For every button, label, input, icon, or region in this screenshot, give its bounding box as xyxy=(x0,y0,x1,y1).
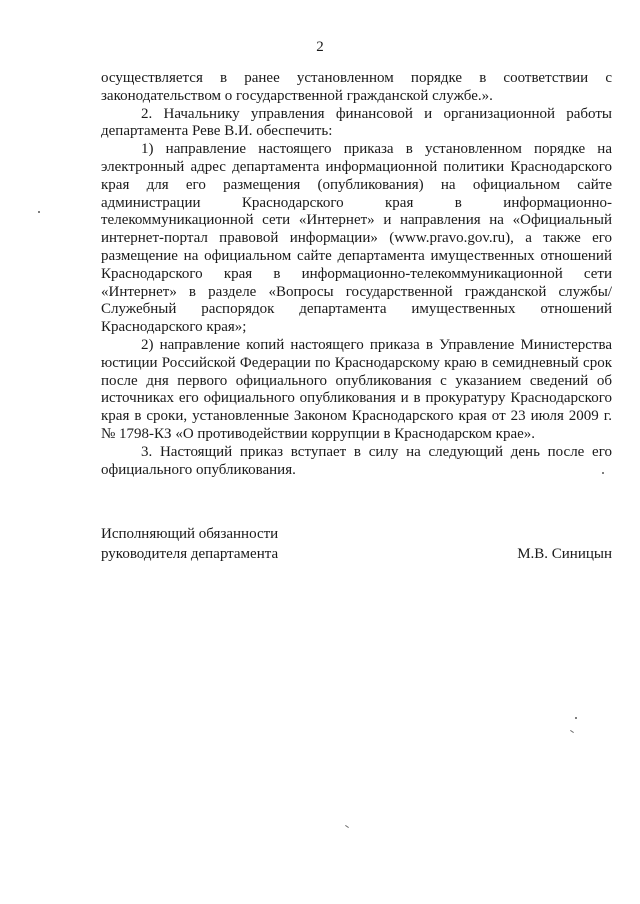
paragraph-continuation: осуществляется в ранее установленном порядке в соответствии с законодательством о государственной гражданской службе.». xyxy=(101,70,612,104)
paragraph-item-3: 3. Настоящий приказ вступает в силу на следующий день после его официального опубликования. xyxy=(101,443,612,478)
signatory-position-line1: Исполняющий обязанности xyxy=(101,526,279,542)
scan-speck xyxy=(602,472,604,474)
scan-speck xyxy=(570,730,574,733)
scan-speck xyxy=(38,211,40,213)
signature-block xyxy=(101,524,612,564)
paragraph-subitem-1: 1) направление настоящего приказа в установленном порядке на электронный адрес департамента информационной политики Краснодарского края для его размещения (опубликования) на официальном сайте администрации Краснодарского края в информационно-телекоммуникационной сети «Интернет» и направления на «Официальный интернет-портал правовой информации» (www.pravo.gov.ru), а также его размещение на официальном сайте департамента имущественных отношений Краснодарского края в информационно-телекоммуникационной сети «Интернет» в разделе «Вопросы государственной гражданской службы/Служебный распорядок департамента имущественных отношений Краснодарского края»; xyxy=(101,141,612,336)
paragraph-item-2: 2. Начальнику управления финансовой и организационной работы департамента Реве В.И. обеспечить: xyxy=(101,105,612,140)
signatory-name: М.В. Синицын xyxy=(517,546,612,562)
signature-row xyxy=(101,544,612,564)
scan-speck xyxy=(345,825,349,828)
document-body xyxy=(101,70,612,479)
paragraph-subitem-2: 2) направление копий настоящего приказа в Управление Министерства юстиции Российской Федерации по Краснодарскому краю в семидневный срок после дня первого официального опубликования с указанием сведений об источниках его официального опубликования и в прокуратуру Краснодарского края в сроки, установленные Законом Краснодарского края от 23 июля 2009 г. № 1798-КЗ «О противодействии коррупции в Краснодарском крае». xyxy=(101,336,612,442)
signatory-position-line2: руководителя департамента xyxy=(101,546,279,562)
page-number: 2 xyxy=(316,39,324,55)
scan-speck xyxy=(575,717,577,719)
